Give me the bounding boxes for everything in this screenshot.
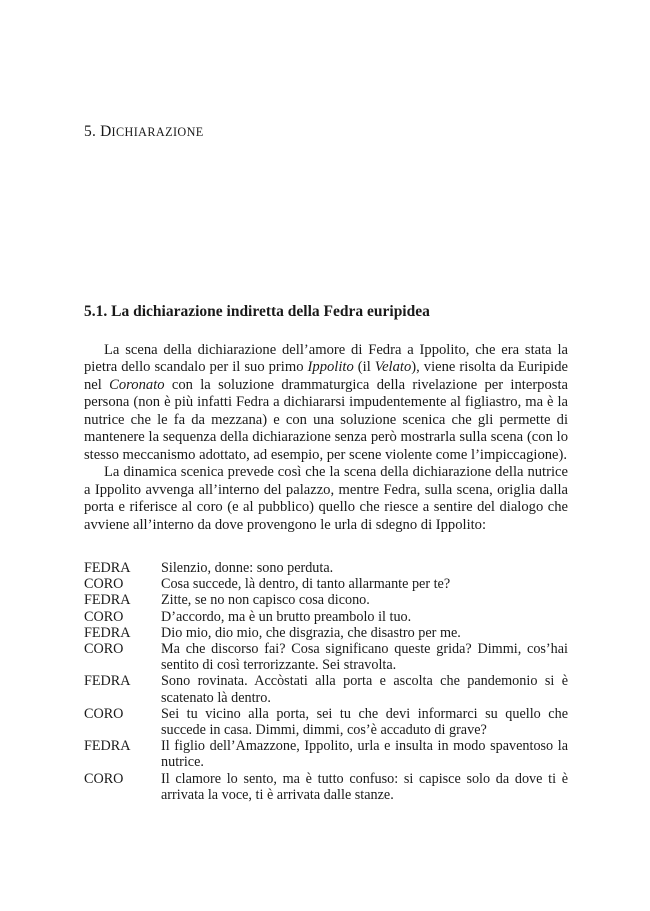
speaker-label: FEDRA	[84, 738, 131, 755]
speaker-label: CORO	[84, 576, 124, 593]
dialogue-line	[84, 576, 568, 592]
speaker-label: FEDRA	[84, 624, 131, 641]
dialogue-line	[84, 673, 568, 705]
dialogue-line	[84, 609, 568, 625]
utterance: Zitte, se no non capisco cosa dicono.	[161, 592, 370, 609]
paragraph-1-text-3: ), viene risolta da Euripide nel	[84, 359, 568, 393]
speaker-label: CORO	[84, 770, 124, 787]
paragraph-1-text-2: (il	[353, 359, 375, 376]
body-text	[84, 342, 568, 534]
utterance: Sono rovinata. Accòstati alla porta e ascolta che pandemonio si è scatenato là dentro.	[161, 673, 568, 706]
chapter-number: 5.	[84, 123, 97, 140]
speaker-label: FEDRA	[84, 560, 131, 576]
utterance: D’accordo, ma è un brutto preambolo il tuo.	[161, 608, 412, 625]
utterance: Silenzio, donne: sono perduta.	[161, 560, 334, 576]
utterance: Il clamore lo sento, ma è tutto confuso: si capisce solo da dove ti è arrivata la voce, ti è arrivata dalle stanze.	[161, 770, 568, 803]
dialogue-line	[84, 625, 568, 641]
chapter-title-initial: D	[100, 123, 112, 140]
title-coronato: Coronato	[109, 376, 165, 393]
dialogue-line	[84, 706, 568, 738]
dialogue-line	[84, 771, 568, 803]
utterance: Sei tu vicino alla porta, sei tu che devi informarci su quello che succede in casa. Dimmi, dimmi, cos’è accaduto di grave?	[161, 705, 568, 739]
dialogue-line	[84, 738, 568, 770]
dialogue-line	[84, 560, 568, 576]
utterance: Dio mio, dio mio, che disgrazia, che disastro per me.	[161, 624, 461, 641]
paragraph-1-text-4: con la soluzione drammaturgica della rivelazione per interposta persona (non è più infatti Fedra a dichiararsi impudentemente al figliastro, ma è la nutrice che le fa da mezzana) e con una soluzione scenica che gli permette di mantenere la sequenza della dichiarazione senza però mostrarla sulla scena (con lo stesso meccanismo adottato, ad esempio, per scene violente come l’impiccagione).	[84, 376, 568, 463]
title-ippolito: Ippolito	[307, 359, 354, 376]
dialogue-line	[84, 592, 568, 608]
chapter-title	[84, 123, 204, 141]
paragraph-1-text-1: La scena della dichiarazione dell’amore di Fedra a Ippolito, che era stata la pietra dello scandalo per il suo primo	[84, 342, 568, 376]
utterance: Il figlio dell’Amazzone, Ippolito, urla e insulta in modo spaventoso la nutrice.	[161, 738, 568, 771]
speaker-label: FEDRA	[84, 592, 131, 609]
utterance: Cosa succede, là dentro, di tanto allarmante per te?	[161, 576, 451, 593]
speaker-label: CORO	[84, 608, 124, 625]
paragraph-1	[84, 342, 568, 464]
title-velato: Velato	[374, 359, 412, 376]
dialogue-line	[84, 641, 568, 673]
speaker-label: FEDRA	[84, 673, 131, 690]
section-heading: 5.1. La dichiarazione indiretta della Fedra euripidea	[84, 303, 430, 320]
speaker-label: CORO	[84, 705, 124, 722]
paragraph-2: La dinamica scenica prevede così che la scena della dichiarazione della nutrice a Ippolito avvenga all’interno del palazzo, mentre Fedra, sulla scena, origlia dalla porta e riferisce al coro (e al pubblico) quello che riesce a sentire del dialogo che avviene all’interno da dove provengono le urla di sdegno di Ippolito:	[84, 464, 568, 533]
dialogue	[84, 560, 568, 803]
chapter-title-rest: ICHIARAZIONE	[111, 125, 204, 139]
utterance: Ma che discorso fai? Cosa significano queste grida? Dimmi, cos’hai sentito di così terrorizzante. Sei stravolta.	[161, 641, 568, 674]
speaker-label: CORO	[84, 641, 124, 658]
